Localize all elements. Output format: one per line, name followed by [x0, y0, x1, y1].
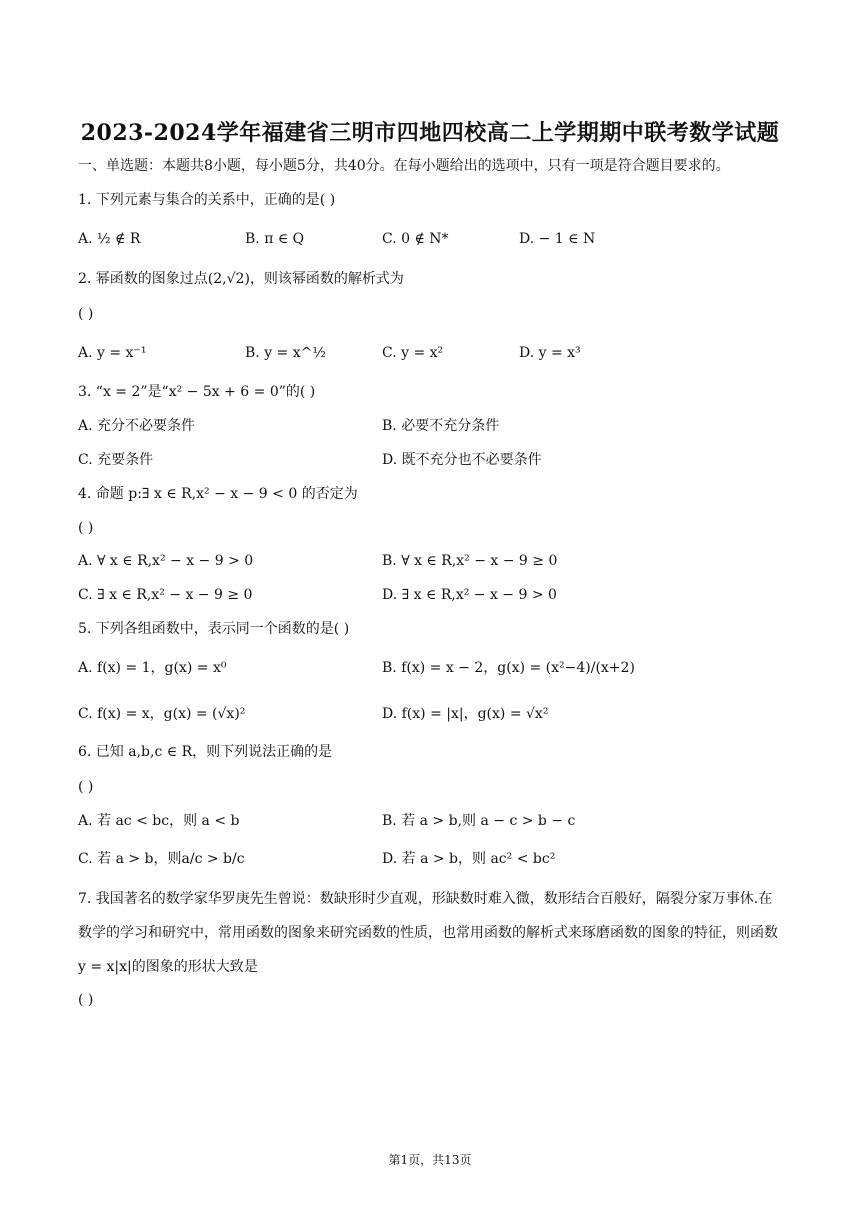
question-6-answer-paren: ( )	[78, 779, 94, 795]
question-6-option-b: B. 若 a > b,则 a − c > b − c	[382, 813, 576, 829]
question-7-text: 7. 我国著名的数学家华罗庚先生曾说：数缺形时少直观，形缺数时难入微，数形结合百般好，隔裂分家万事休.在数学的学习和研究中，常用函数的图象来研究函数的性质，也常用函数的解析式来琢磨函数的图象的特征，则函数 y = x|x|的图象的形状大致是	[78, 891, 778, 975]
question-5-option-a: A. f(x) = 1，g(x) = x⁰	[78, 660, 227, 676]
question-1-option-a: A. ½ ∉ R	[78, 231, 141, 247]
question-3-option-d: D. 既不充分也不必要条件	[382, 452, 542, 468]
question-6-option-c: C. 若 a > b，则a/c > b/c	[78, 851, 245, 867]
question-1-stem: 1. 下列元素与集合的关系中，正确的是( )	[78, 192, 336, 208]
question-1-option-b: B. π ∈ Q	[245, 231, 305, 247]
question-2-option-a: A. y = x⁻¹	[78, 345, 147, 361]
question-4-option-d: D. ∃ x ∈ R,x² − x − 9 > 0	[382, 587, 557, 603]
question-7-answer-paren: ( )	[78, 992, 94, 1008]
question-2-option-d: D. y = x³	[519, 345, 581, 361]
section-heading: 一、单选题：本题共8小题，每小题5分，共40分。在每小题给出的选项中，只有一项是符合题目要求的。	[78, 158, 730, 174]
question-6-option-a: A. 若 ac < bc，则 a < b	[78, 813, 240, 829]
question-5-stem: 5. 下列各组函数中，表示同一个函数的是( )	[78, 621, 350, 637]
question-2-option-c: C. y = x²	[382, 345, 444, 361]
page-footer: 第1页，共13页	[388, 1153, 472, 1167]
question-2-stem: 2. 幂函数的图象过点(2,√2)，则该幂函数的解析式为	[78, 271, 404, 287]
question-3-option-a: A. 充分不必要条件	[78, 418, 196, 434]
question-5-option-b: B. f(x) = x − 2，g(x) = (x²−4)/(x+2)	[382, 660, 635, 676]
question-5-option-c: C. f(x) = x，g(x) = (√x)²	[78, 706, 246, 722]
page-title: 2023-2024学年福建省三明市四地四校高二上学期期中联考数学试题	[80, 120, 780, 146]
question-4-option-a: A. ∀ x ∈ R,x² − x − 9 > 0	[78, 553, 254, 569]
question-4-option-c: C. ∃ x ∈ R,x² − x − 9 ≥ 0	[78, 587, 253, 603]
question-3-option-c: C. 充要条件	[78, 452, 154, 468]
question-4-answer-paren: ( )	[78, 520, 94, 536]
question-2-answer-paren: ( )	[78, 306, 94, 322]
question-6-stem: 6. 已知 a,b,c ∈ R，则下列说法正确的是	[78, 744, 333, 760]
question-3-option-b: B. 必要不充分条件	[382, 418, 500, 434]
question-5-option-d: D. f(x) = |x|，g(x) = √x²	[382, 706, 549, 722]
question-6-option-d: D. 若 a > b，则 ac² < bc²	[382, 851, 556, 867]
question-4-stem: 4. 命题 p:∃ x ∈ R,x² − x − 9 < 0 的否定为	[78, 486, 358, 502]
question-1-option-d: D. − 1 ∈ N	[519, 231, 596, 247]
question-2-option-b: B. y = x^½	[245, 345, 326, 361]
question-4-option-b: B. ∀ x ∈ R,x² − x − 9 ≥ 0	[382, 553, 558, 569]
question-1-option-c: C. 0 ∉ N*	[382, 231, 449, 247]
question-3-stem: 3. “x = 2”是“x² − 5x + 6 = 0”的( )	[78, 384, 316, 400]
